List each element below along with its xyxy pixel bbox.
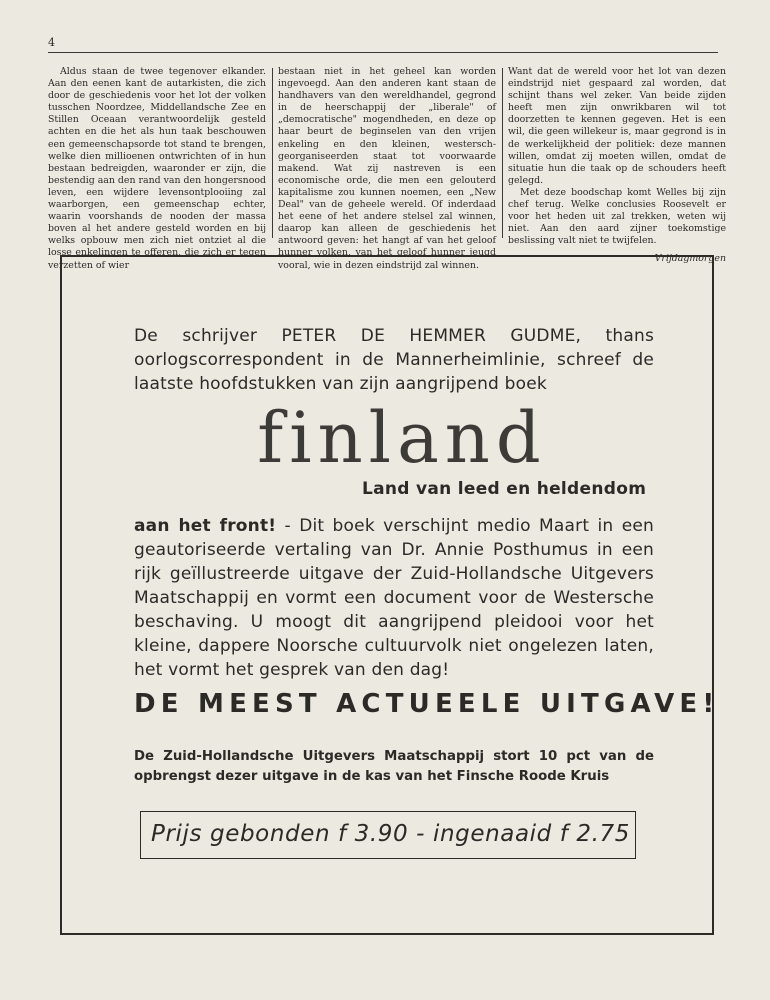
top-rule <box>48 52 718 53</box>
article-signature: Vrijdagmorgen <box>654 253 726 265</box>
ad-body-lead: aan het front! <box>134 516 277 536</box>
article-paragraph: bestaan niet in het geheel kan worden ingevoegd. Aan den anderen kant staan de handhavers van den wereldhandel, gegrond in de heerschappij der „liberale" of „democratische" mogendheden, en deze op haar beurt de beginselen van den vrijen enkeling en den kleinen, westersch-georganiseerden staat tot voorwaarde makend. Wat zij nastreven is een economische orde, die men een gelouterd kapitalisme zou kunnen noemen, een „New Deal" van de geheele wereld. Of inderdaad het eene of het andere stelsel zal winnen, daarop kan alleen de geschiedenis het antwoord geven: het hangt af van het geloof hunner volken, van het geloof hunner jeugd vooral, wie in dezen eindstrijd zal winnen. <box>278 66 496 271</box>
article-paragraph: Aldus staan de twee tegenover elkander. Aan den eenen kant de autarkisten, die zich door de geschiedenis voor het lot der volken tusschen Noordzee, Middellandsche Zee en Stillen Oceaan verantwoordelijk gesteld achten en die het als hun taak beschouwen een gemeenschapsorde tot stand te brengen, welke dien millioenen ontwrichten of in hun bestaan bedreigden, waaronder er zijn, die bestendig aan den rand van den hongersnood leven, een wijdere levensontplooiing zal waarborgen, een gemeenschap echter, waarin voorshands de nooden der massa boven al het andere gesteld worden en bij welks opbouw men zich niet ontziet al die losse enkelingen te offeren, die zich er tegen verzetten of wier <box>48 66 266 271</box>
column-divider <box>502 68 503 238</box>
article-column-3 <box>508 66 726 266</box>
article-column-1 <box>48 66 266 272</box>
book-advertisement <box>60 255 720 935</box>
donation-notice: De Zuid-Hollandsche Uitgevers Maatschappij stort 10 pct van de opbrengst dezer uitgave in de kas van het Finsche Roode Kruis <box>134 749 654 784</box>
article-paragraph: Want dat de wereld voor het lot van dezen eindstrijd niet gespaard zal worden, dat schijnt thans wel zeker. Van beide zijden heeft men zijn onwrikbaren wil tot doorzetten te kennen gegeven. Het is een wil, die geen willekeur is, maar gegrond is in de werkelijkheid der politiek: deze mannen willen, omdat zij moeten willen, omdat de situatie hun die taak op de schouders heeft gelegd. <box>508 66 726 186</box>
ad-headline: DE MEEST ACTUEELE UITGAVE! <box>134 689 720 719</box>
article-paragraph: Met deze boodschap komt Welles bij zijn chef terug. Welke conclusies Roosevelt er voor het heden uit zal trekken, weten wij niet. Aan den aard zijner toekomstige beslissing valt niet te twijfelen. <box>508 186 726 247</box>
page-number: 4 <box>48 36 55 49</box>
ad-intro-text: De schrijver PETER DE HEMMER GUDME, thans oorlogscorrespondent in de Mannerheimlinie, schreef de laatste hoofdstukken van zijn aangrijpend boek <box>134 326 654 394</box>
book-title: finland <box>257 397 547 479</box>
article-column-2 <box>278 66 496 272</box>
ad-body-rest: - Dit boek verschijnt medio Maart in een geautoriseerde vertaling van Dr. Annie Posthumus in een rijk geïllustreerde uitgave der Zuid-Hollandsche Uitgevers Maatschappij en vormt een document voor de Westersche beschaving. U moogt dit aangrijpend pleidooi voor het kleine, dappere Noorsche cultuurvolk niet ongelezen laten, het vormt het gesprek van den dag! <box>134 516 654 680</box>
price-box: Prijs gebonden f 3.90 - ingenaaid f 2.75 <box>140 811 636 859</box>
book-subtitle: Land van leed en heldendom <box>362 479 647 499</box>
column-divider <box>272 68 273 238</box>
article-columns <box>48 66 726 271</box>
ad-body-text <box>134 514 654 682</box>
